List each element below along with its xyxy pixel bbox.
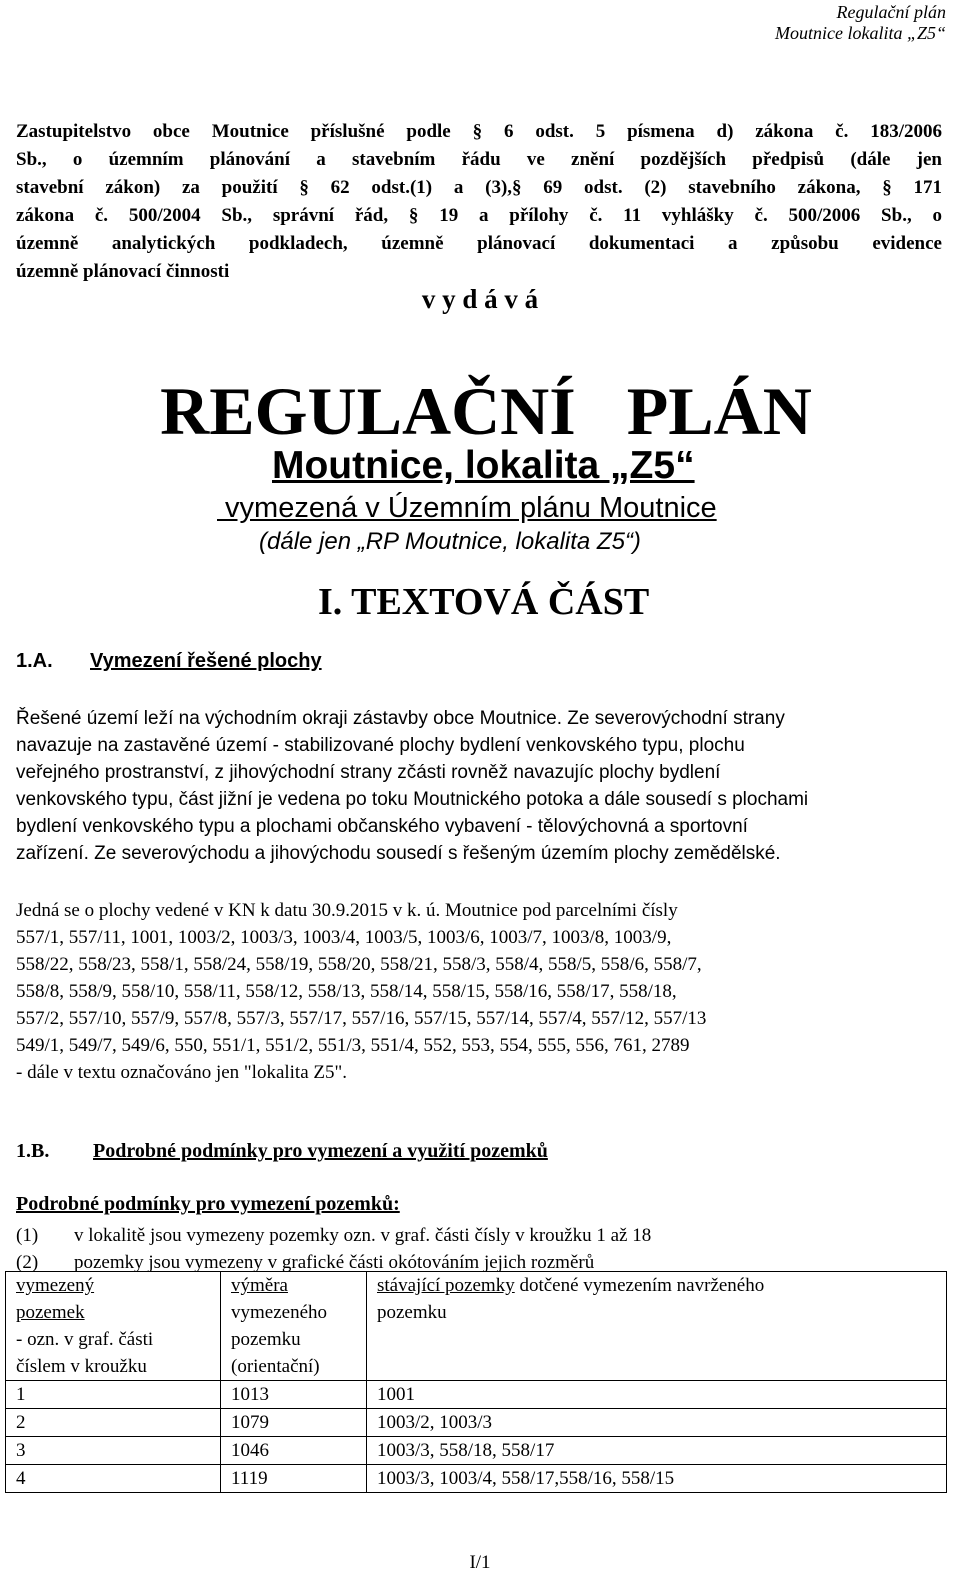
section-a-paragraph-2 xyxy=(16,897,946,1086)
document-subtitle: Moutnice, lokalita „Z5“ xyxy=(272,444,695,487)
header-text: pozemku xyxy=(377,1302,447,1323)
section-b-subtitle: Podrobné podmínky pro vymezení pozemků: xyxy=(16,1193,400,1215)
cell-parcels: 1001 xyxy=(367,1381,947,1409)
header-text: dotčené vymezením navrženého xyxy=(514,1275,765,1296)
header-cell-area xyxy=(221,1272,367,1381)
text-line: navazuje na zastavěné území - stabilizované plochy bydlení venkovského typu, plochu xyxy=(16,735,745,756)
condition-text: v lokalitě jsou vymezeny pozemky ozn. v graf. části čísly v kroužku 1 až 18 xyxy=(74,1225,652,1246)
cell-parcels: 1003/3, 558/18, 558/17 xyxy=(367,1437,947,1465)
cell-plot-id: 1 xyxy=(6,1381,221,1409)
condition-item xyxy=(16,1222,651,1249)
cell-plot-id: 2 xyxy=(6,1409,221,1437)
text-line: 557/1, 557/11, 1001, 1003/2, 1003/3, 1003/4, 1003/5, 1003/6, 1003/7, 1003/8, 1003/9, xyxy=(16,927,672,948)
section-a-title: Vymezení řešené plochy xyxy=(90,650,322,672)
cell-area: 1013 xyxy=(221,1381,367,1409)
document-title: REGULAČNÍ PLÁN xyxy=(160,373,812,449)
header-text: vymezeného xyxy=(231,1302,328,1323)
parcels-table xyxy=(5,1271,947,1493)
running-header xyxy=(775,2,946,44)
condition-text: pozemky jsou vymezeny v grafické části okótováním jejich rozměrů xyxy=(74,1252,595,1273)
header-text: číslem v kroužku xyxy=(16,1356,147,1377)
intro-line: Zastupitelstvo obce Moutnice příslušné podle § 6 odst. 5 písmena d) zákona č. 183/2006 xyxy=(16,121,942,142)
text-line: 558/22, 558/23, 558/1, 558/24, 558/19, 558/20, 558/21, 558/3, 558/4, 558/5, 558/6, 558/7, xyxy=(16,954,702,975)
text-line: - dále v textu označováno jen "lokalita Z5". xyxy=(16,1062,348,1083)
section-a-number: 1.A. xyxy=(16,650,53,672)
intro-line: územně plánovací činnosti xyxy=(16,261,230,282)
header-text: vymezený xyxy=(16,1275,95,1296)
header-subtitle: Moutnice lokalita „Z5“ xyxy=(775,23,946,43)
table-row xyxy=(6,1409,947,1437)
cell-parcels: 1003/3, 1003/4, 558/17,558/16, 558/15 xyxy=(367,1465,947,1493)
section-a-paragraph-1 xyxy=(16,705,946,867)
text-line: Řešené území leží na východním okraji zástavby obce Moutnice. Ze severovýchodní strany xyxy=(16,708,785,729)
conditions-list xyxy=(16,1222,651,1276)
intro-paragraph xyxy=(16,118,942,286)
header-text: (orientační) xyxy=(231,1356,320,1377)
cell-plot-id: 4 xyxy=(6,1465,221,1493)
intro-line: Sb., o územním plánování a stavebním řádu ve znění pozdějších předpisů (dále jen xyxy=(16,149,942,170)
vydava-heading: v y d á v á xyxy=(421,284,539,314)
section-b-title: Podrobné podmínky pro vymezení a využití pozemků xyxy=(93,1140,548,1162)
text-line: 549/1, 549/7, 549/6, 550, 551/1, 551/2, 551/3, 551/4, 552, 553, 554, 555, 556, 761, 2789 xyxy=(16,1035,690,1056)
text-line: venkovského typu, část jižní je vedena po toku Moutnického potoka a dále sousedí s plochami xyxy=(16,789,809,810)
header-text: - ozn. v graf. části xyxy=(16,1329,154,1350)
table-row xyxy=(6,1381,947,1409)
cell-area: 1119 xyxy=(221,1465,367,1493)
header-text: pozemku xyxy=(231,1329,301,1350)
header-text: stávající pozemky xyxy=(377,1275,515,1296)
header-text: výměra xyxy=(231,1275,288,1296)
intro-line: stavební zákon) za použití § 62 odst.(1) a (3),§ 69 odst. (2) stavebního zákona, § 171 xyxy=(16,177,942,198)
text-line: 558/8, 558/9, 558/10, 558/11, 558/12, 558/13, 558/14, 558/15, 558/16, 558/17, 558/18, xyxy=(16,981,677,1002)
text-line: zařízení. Ze severovýchodu a jihovýchodu sousedí s řešeným územím plochy zemědělské. xyxy=(16,843,781,864)
text-line: bydlení venkovského typu a plochami občanského vybavení - tělovýchovná a sportovní xyxy=(16,816,748,837)
intro-line: územně analytických podkladech, územně plánovací dokumentaci a způsobu evidence xyxy=(16,233,942,254)
cell-plot-id: 3 xyxy=(6,1437,221,1465)
intro-line: zákona č. 500/2004 Sb., správní řád, § 19 a přílohy č. 11 vyhlášky č. 500/2006 Sb., o xyxy=(16,205,942,226)
abbreviation-note: (dále jen „RP Moutnice, lokalita Z5“) xyxy=(259,528,641,555)
cell-area: 1046 xyxy=(221,1437,367,1465)
header-title: Regulační plán xyxy=(836,2,946,22)
page-number: I/1 xyxy=(469,1552,491,1573)
header-cell-parcels xyxy=(367,1272,947,1381)
part-title: I. TEXTOVÁ ČÁST xyxy=(318,581,650,623)
text-line: veřejného prostranství, z jihovýchodní strany zčásti rovněž navazujíc plochy bydlení xyxy=(16,762,721,783)
table-header-row xyxy=(6,1272,947,1381)
cell-area: 1079 xyxy=(221,1409,367,1437)
cell-parcels: 1003/2, 1003/3 xyxy=(367,1409,947,1437)
section-b-number: 1.B. xyxy=(16,1140,50,1162)
condition-number: (2) xyxy=(16,1252,39,1273)
header-text: pozemek xyxy=(16,1302,85,1323)
header-cell-plot-id xyxy=(6,1272,221,1381)
text-line: Jedná se o plochy vedené v KN k datu 30.9.2015 v k. ú. Moutnice pod parcelními čísly xyxy=(16,900,678,921)
table-row xyxy=(6,1465,947,1493)
table-row xyxy=(6,1437,947,1465)
condition-number: (1) xyxy=(16,1225,39,1246)
text-line: 557/2, 557/10, 557/9, 557/8, 557/3, 557/17, 557/16, 557/15, 557/14, 557/4, 557/12, 557/13 xyxy=(16,1008,707,1029)
defined-in-plan: vymezená v Územním plánu Moutnice xyxy=(217,492,717,524)
